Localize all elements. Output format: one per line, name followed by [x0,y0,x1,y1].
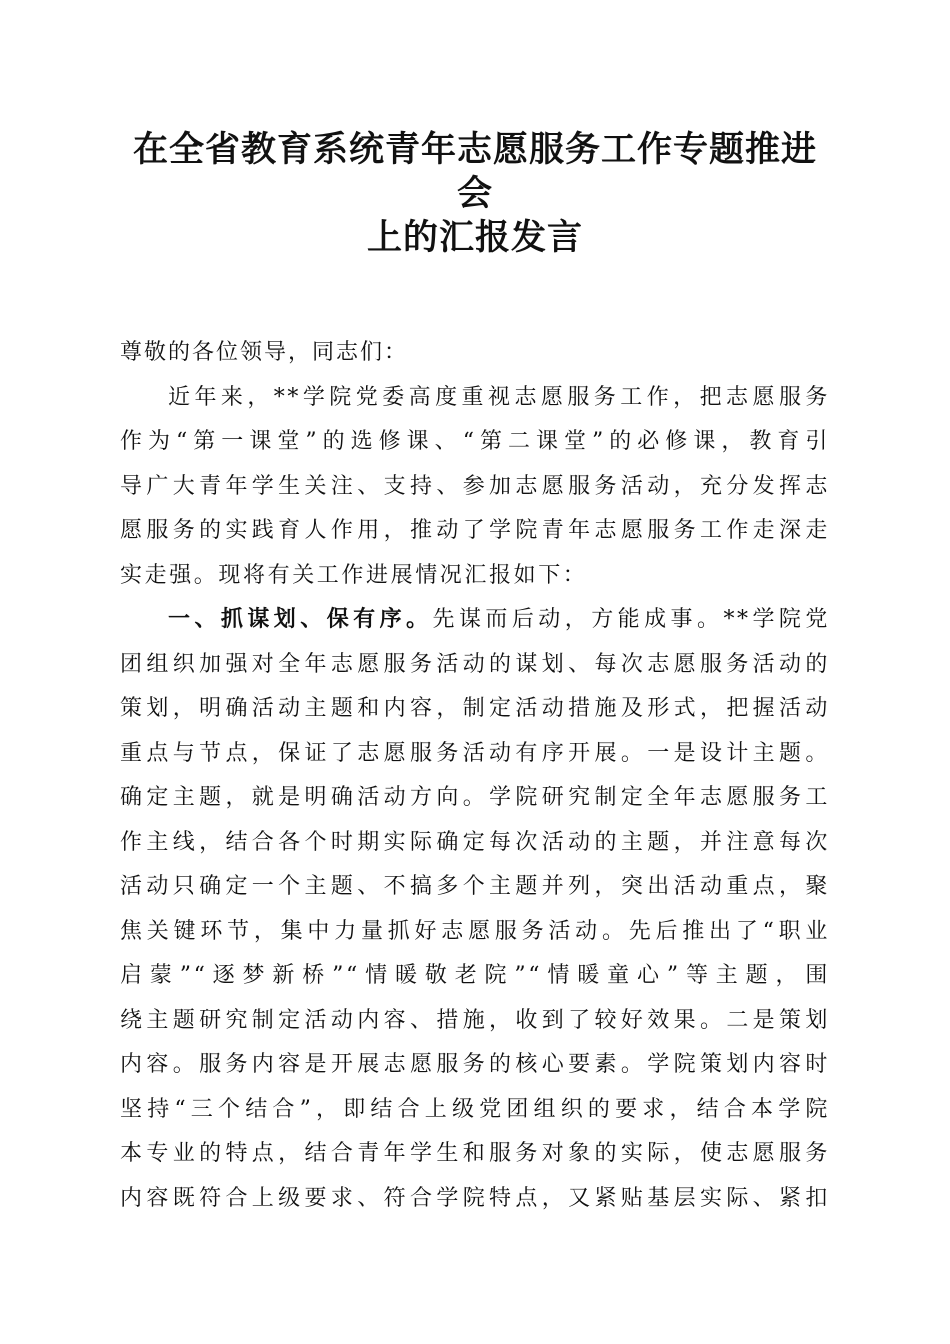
salutation: 尊敬的各位领导，同志们： [120,340,409,365]
section-1-first-text: 先谋而后动，方能成事。**学院党 [432,607,830,632]
document-title [120,128,830,260]
section-1-line: 内容。服务内容是开展志愿服务的核心要素。学院策划内容时 [120,1052,830,1077]
section-1-line: 坚持“三个结合”，即结合上级党团组织的要求，结合本学院 [120,1096,830,1122]
section-1-line: 策划，明确活动主题和内容，制定活动措施及形式，把握活动 [120,696,830,721]
document-page [120,128,830,1221]
section-1-line: 绕主题研究制定活动内容、措施，收到了较好效果。二是策划 [120,1007,830,1033]
intro-line: 实走强。现将有关工作进展情况汇报如下： [120,562,588,588]
section-1-line: 焦关键环节，集中力量抓好志愿服务活动。先后推出了“职业 [120,918,830,944]
section-1-line: 作主线，结合各个时期实际确定每次活动的主题，并注意每次 [120,829,830,855]
section-1-first-line [120,598,830,643]
title-line-1: 在全省教育系统青年志愿服务工作专题推进会 [132,129,817,214]
section-1-line: 重点与节点，保证了志愿服务活动有序开展。一是设计主题。 [120,740,830,766]
section-1-line: 活动只确定一个主题、不搞多个主题并列，突出活动重点，聚 [120,874,830,899]
title-line-2: 上的汇报发言 [366,217,583,258]
intro-paragraph [120,376,830,599]
intro-line: 近年来，**学院党委高度重视志愿服务工作，把志愿服务 [168,384,830,410]
section-1-line: 启蒙”“逐梦新桥”“情暖敬老院”“情暖童心”等主题，围 [120,963,830,988]
section-1-line: 团组织加强对全年志愿服务活动的谋划、每次志愿服务活动的 [120,651,830,677]
section-1-line: 本专业的特点，结合青年学生和服务对象的实际，使志愿服务 [120,1141,830,1166]
section-1-line: 确定主题，就是明确活动方向。学院研究制定全年志愿服务工 [120,785,830,810]
intro-line: 愿服务的实践育人作用，推动了学院青年志愿服务工作走深走 [120,518,830,543]
section-1-paragraph [120,598,830,1221]
section-1-heading: 一、抓谋划、保有序。 [168,607,433,632]
section-1-line: 内容既符合上级要求、符合学院特点，又紧贴基层实际、紧扣 [120,1185,830,1211]
intro-line: 导广大青年学生关注、支持、参加志愿服务活动，充分发挥志 [120,473,830,499]
intro-line: 作为“第一课堂”的选修课、“第二课堂”的必修课，教育引 [120,429,830,454]
